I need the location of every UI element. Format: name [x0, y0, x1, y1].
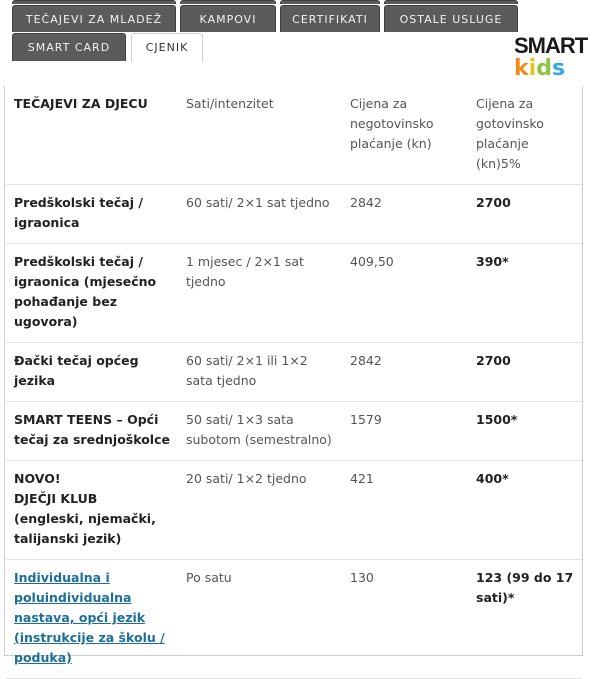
- course-hours: 60 sati/ 2×1 ili 1×2 sata tjedno: [178, 343, 342, 402]
- new-label: NOVO!: [14, 471, 61, 486]
- tab-top-sliver: [280, 0, 380, 4]
- price-noncash: 421: [342, 461, 468, 560]
- price-noncash: 2842: [342, 185, 468, 244]
- price-cash: 2700: [468, 185, 582, 244]
- price-noncash: 2842: [342, 343, 468, 402]
- languages-label: (engleski, njemački, talijanski jezik): [14, 511, 156, 546]
- price-noncash: 409,50: [342, 244, 468, 343]
- tab-certifikati[interactable]: CERTIFIKATI: [280, 5, 380, 32]
- price-cash: 390*: [468, 244, 582, 343]
- smart-kids-logo: [514, 33, 590, 86]
- tab-cjenik[interactable]: CJENIK: [131, 33, 203, 62]
- course-hours: 1 mjesec / 2×1 sat tjedno: [178, 244, 342, 343]
- table-row: [6, 244, 582, 343]
- course-name: Predškolski tečaj / igraonica: [6, 185, 178, 244]
- price-cash: 2700: [468, 343, 582, 402]
- club-label: DJEČJI KLUB: [14, 491, 98, 506]
- course-name: [6, 461, 178, 560]
- course-hours: 60 sati/ 2×1 sat tjedno: [178, 185, 342, 244]
- price-table: [6, 86, 582, 679]
- header-price-noncash: Cijena za negotovinsko plaćanje (kn): [342, 86, 468, 185]
- course-name: Đački tečaj općeg jezika: [6, 343, 178, 402]
- table-row: [6, 402, 582, 461]
- header-course: TEČAJEVI ZA DJECU: [6, 86, 178, 185]
- table-row: [6, 560, 582, 679]
- tab-kampovi[interactable]: KAMPOVI: [180, 5, 276, 32]
- header-price-cash: Cijena za gotovinsko plaćanje (kn)5%: [468, 86, 582, 185]
- tab-top-sliver: [384, 0, 518, 4]
- price-noncash: 130: [342, 560, 468, 679]
- price-cash: 400*: [468, 461, 582, 560]
- price-noncash: 1579: [342, 402, 468, 461]
- tab-smart-card[interactable]: SMART CARD: [12, 33, 126, 61]
- table-row: [6, 461, 582, 560]
- course-hours: 20 sati/ 1×2 tjedno: [178, 461, 342, 560]
- tab-ostale-usluge[interactable]: OSTALE USLUGE: [384, 5, 518, 32]
- tab-top-sliver: [12, 0, 176, 4]
- table-header-row: [6, 86, 582, 185]
- course-name: Predškolski tečaj / igraonica (mjesečno pohađanje bez ugovora): [6, 244, 178, 343]
- course-name: SMART TEENS – Opći tečaj za srednjoškolce: [6, 402, 178, 461]
- logo-smart-text: SMART: [514, 33, 588, 58]
- course-name: [6, 560, 178, 679]
- table-row: [6, 185, 582, 244]
- price-cash: 1500*: [468, 402, 582, 461]
- tab-tecajevi-za-mladez[interactable]: TEČAJEVI ZA MLADEŽ: [12, 5, 176, 32]
- tab-top-sliver: [180, 0, 276, 4]
- header-hours: Sati/intenzitet: [178, 86, 342, 185]
- individual-lessons-link[interactable]: Individualna i poluindividualna nastava, opći jezik (instrukcije za školu / poduka): [14, 570, 165, 665]
- course-hours: 50 sati/ 1×3 sata subotom (semestralno): [178, 402, 342, 461]
- table-row: [6, 343, 582, 402]
- logo-kids-text: kids: [514, 56, 566, 81]
- price-cash: 123 (99 do 17 sati)*: [468, 560, 582, 679]
- course-hours: Po satu: [178, 560, 342, 679]
